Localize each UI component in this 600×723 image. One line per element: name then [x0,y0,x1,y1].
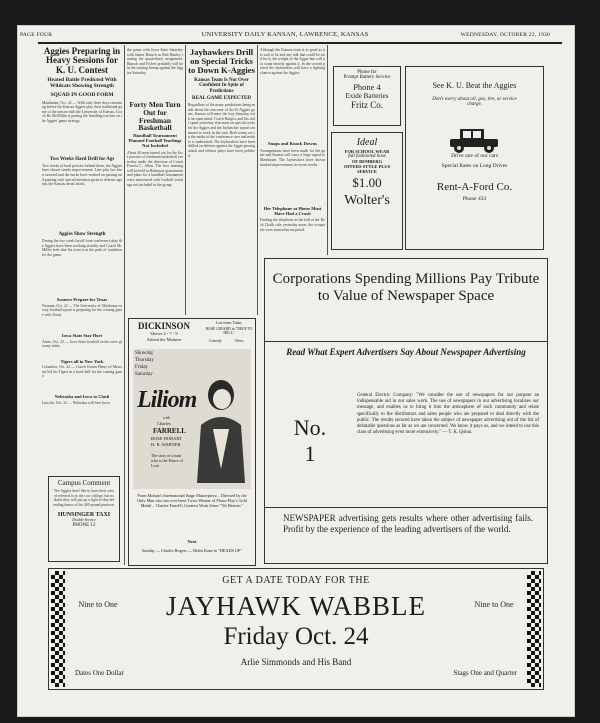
issue-date: WEDNESDAY, OCTOBER 22, 1930 [460,32,550,38]
snaps-headline: Snaps and Knock Downs [268,141,317,146]
small-item-headline: Sooners Prepare for Texas [56,297,108,303]
exide-brand: Exide Batteries [345,92,389,100]
page-label: PAGE FOUR [20,32,53,38]
body-text: Columbia, Oct. 22 — Coach Gwinn Henry of Missouri led his Tigers in a hard drill for the coming game. [42,365,122,379]
attend-matinee: Attend the Matinee [146,337,182,342]
next-label: Next [187,539,197,544]
car-icon [446,125,502,155]
show-times: Shows 2 - 7 - 9 [150,331,178,336]
exide-line1: Phone for [357,70,377,75]
ideal-title: Ideal [356,137,378,148]
column-rule [185,45,186,315]
rentaford-offer2: Special Rates on Long Drives [441,163,508,169]
column-rule [257,45,258,315]
rentaford-phone: Phone 433 [462,196,487,202]
column-rule [124,45,125,565]
body-text: Manhattan, Oct. 22 — With only three days remaining before the Kansas Aggies play their traditional game of the season with the University of Kansas, Coach Bo McMillin is putting the finishing touches on the Aggies' game strategy. [42,100,122,123]
page-header [20,32,550,42]
column-four [260,48,325,262]
day-label: Showing [135,351,153,356]
body-text: Ames, Oct. 22 — Iowa State football circles were gloomy today. [42,339,122,349]
wabble-band: Arlie Simmonds and His Band [240,657,352,667]
ad-headline: Corporations Spending Millions Pay Tribute to Value of Newspaper Space [272,271,540,304]
jayhawk-wabble-ad [48,568,544,690]
ad-number-value: 1 [304,441,316,466]
body-text: the game with Iowa State Saturday with James Bausch as Bob Hanley turning the quarterback assignment. Bausch and Forbes probably will be in the starting lineup against the Aggies Saturday. [127,48,183,75]
body-text: Although the Kansas team is as good as it is said to be and any talk that could be said for it, the weight of the Aggie line will not count heavily against it. In the second period the Jayhawkers will have a fighting chance against the Aggies. [260,48,325,75]
rentaford-tagline: Don't worry about oil, gas, tire, or service charge. [432,97,517,107]
wabble-date: Friday Oct. 24 [223,623,369,650]
exide-store: Fritz Co. [350,100,383,110]
star-name: H. B. WARNER [151,442,181,447]
campus-comment-text: The Aggies don't like to have their school referred to as the cow college; but no doubt they will put up a fight to-day defending honor of the 400-pound pontoon. [53,489,115,507]
aggies-section: SQUAD IN GOOD FORM [50,91,114,98]
current-film: ROSE GIRARD in "DEEP TO HELL" [205,327,253,335]
wabble-title: JAYHAWK WABBLE [165,591,427,621]
ad-footer: NEWSPAPER advertising gets results where other advertising fails. Profit by the experience of the leading advertisers of the world. [283,513,533,534]
news-label: News [235,339,244,343]
jayhawkers-story [188,48,255,263]
star-name: FARRELL [153,427,186,435]
body-text: About 40 men turned out for the first practice of freshman basketball yesterday under the direction of Coach Forrest C. Allen. The first meeting will be held in Robinson gymnasium and plans for a handball tournament were announced with football yearlings not included in the group. [127,150,183,187]
actor-illustration [191,373,249,483]
wolters-ad [331,132,403,250]
header-rule [38,42,562,44]
day-label: Friday [135,365,149,370]
number-label: No. [293,415,327,440]
dates-price: Dates One Dollar [75,669,124,677]
ideal-line4: OFFERS STYLE PLUS [343,164,391,169]
star-name: ROSE HOBART [151,436,182,441]
ideal-line5: SERVICE [357,169,377,174]
body-text: During the two week layoff from conference play the Aggies have been working steadily and Coach McMillin feels that his team is at the peak of condition for the game. [42,239,122,257]
left-time: Nine to One [78,600,118,609]
body-text: Arrangements have been made for the game and Kansas will carry a large squad to Manhattan. The Jayhawkers have shown marked improvement in recent weeks. [260,148,325,167]
ad-number [271,415,349,441]
forty-men-subhead: Handball Tournament Planned Football Yearlings Not Included [128,133,182,148]
film-review: From Molnar's International Stage Masterpiece... Directed by the Only Man who has ever been Twice Winner of Photo-Play's Gold Medal... Charles Farrell's Greatest Work Since "7th Heaven." [137,493,247,509]
aggies-subsection-2: Aggies Show Strength [58,231,106,237]
paper-name: UNIVERSITY DAILY KANSAN, LAWRENCE, KANSAS [201,31,369,38]
exide-ad [333,66,401,126]
ideal-line3: OF BEMBERG [351,159,383,164]
ad-divider [265,507,547,508]
rent-a-ford-ad [405,66,544,250]
right-time: Nine to One [474,600,514,609]
aggies-story [42,47,122,413]
dickinson-ad [128,318,256,566]
star-name: Charles [157,421,171,426]
movie-poster [133,349,251,489]
ideal-line1: FOR SCHOOL WEAR [344,149,390,154]
aggies-subsection: Two Weeks Hard Drill for Ags [49,156,115,162]
column-two [127,48,183,241]
forty-men-headline: Forty Men Turn Out for Freshman Basketball [129,100,181,133]
rentaford-slogan: See K. U. Beat the Aggies [432,81,517,90]
wolters-name: Wolter's [344,193,390,208]
ad-quote: General Electric Company: "We consider the use of newspapers for our purpose an indispensable aid in our sales work. The use of newspapers in our advertising localizes our message, and enables us to bring it into the atmosphere of each community and relate specifically to the distributors and sales people who are prepared to deal directly with the public. The results secured have taken the subject of newspaper advertising out of the list of debatable questions as far as we are concerned. We know it pays us, and we intend to use this class of advertising even more extensively." — T. K. Quinn. [357,393,539,436]
body-text: Two weeks of hard practice behind them, the Aggies have shown steady improvement. Line play has been stressed and the backs have worked on passing and punting with special attention given to defense against the Kansas aerial attack. [42,163,122,187]
checker-border [51,571,65,687]
campus-comment-title: Campus Comment [57,479,111,487]
film-blurb: The story of a man who is the Prince of Love [151,453,183,468]
ad-divider [265,341,547,342]
jayhawkers-headline: Jayhawkers Drill on Special Tricks to Down K-Aggies [188,47,255,76]
taxi-note: Double-Service [72,518,96,522]
telephone-headline: Her Telephone at Home Must Have Had a Crash [263,205,322,216]
campus-comment-box [48,476,120,562]
with-label: with [163,415,170,420]
wabble-topline: GET A DATE TODAY FOR THE [222,575,370,586]
theater-name: DICKINSON [137,321,190,331]
rentaford-offer1: Drive one of our cars [451,153,498,159]
exide-phone: Phone 4 [353,82,381,92]
column-rule [327,45,328,255]
comedy-label: Comedy [209,339,222,343]
jayhawkers-subhead: Kansas Team Is Not Over Confident In Spite of Predictions [194,78,249,94]
small-item-headline: Nebraska and Iowa to Clash [54,394,110,400]
aggies-subhead: Heated Battle Predicted With Wildcats Showing Strength [47,77,117,90]
ad-subhead: Read What Expert Advertisers Say About Newspaper Advertising [286,347,526,357]
day-label: Saturday [135,372,153,377]
rentaford-name: Rent-A-Ford Co. [436,181,513,193]
last-times: Last times Today [215,321,243,325]
jayhawkers-section: REAL GAME EXPECTED [192,95,251,101]
day-label: Thursday [135,358,154,363]
ideal-line2: full fashioned hose [348,154,386,159]
aggies-headline: Aggies Preparing in Heavy Sessions for K. U. Contest [43,46,121,75]
film-title: Liliom [137,387,197,413]
body-text: Norman, Oct. 22 — The University of Oklahoma varsity football squad is preparing for the coming game with Texas. [42,303,122,318]
next-film: Sunday — Charles Rogers — Helen Kane in "HEADS UP" [142,548,242,553]
ideal-price: $1.00 [352,175,382,190]
checker-border [527,571,541,687]
small-item-headline: Tigers all in New York [60,358,104,364]
taxi-phone: PHONE 12 [72,523,96,528]
exide-line2: Prompt Battery Service [343,75,391,80]
small-item-headline: Iowa State Star Hurt [61,332,103,338]
body-text: Finding the telephone in the hall at the Rock Chalk cafe yesterday noon, the occupants were somewhat surprised. [260,218,325,232]
body-text: Regardless of the many predictions being made about the outcome of the K-Aggies game, Kansas will enter the fray Saturday with an open mind. Coach Hargiss and his staff spent yesterday afternoon on special tricks for the Aggies and the Jayhawker squad continued to work in the rain. Both teams are in the midst of the conference race and neither is underrated. The Jayhawkers have been drilled on defense against the Aggie passing attack and offense plays have been polished. [188,103,255,158]
stags-price: Stags One and Quarter [453,669,517,677]
taxi-name: HUNSINGER TAXI [57,512,111,518]
newspaper-ad [264,258,548,564]
body-text: Lincoln, Oct. 22 — Nebraska will face Iowa. [42,400,111,405]
